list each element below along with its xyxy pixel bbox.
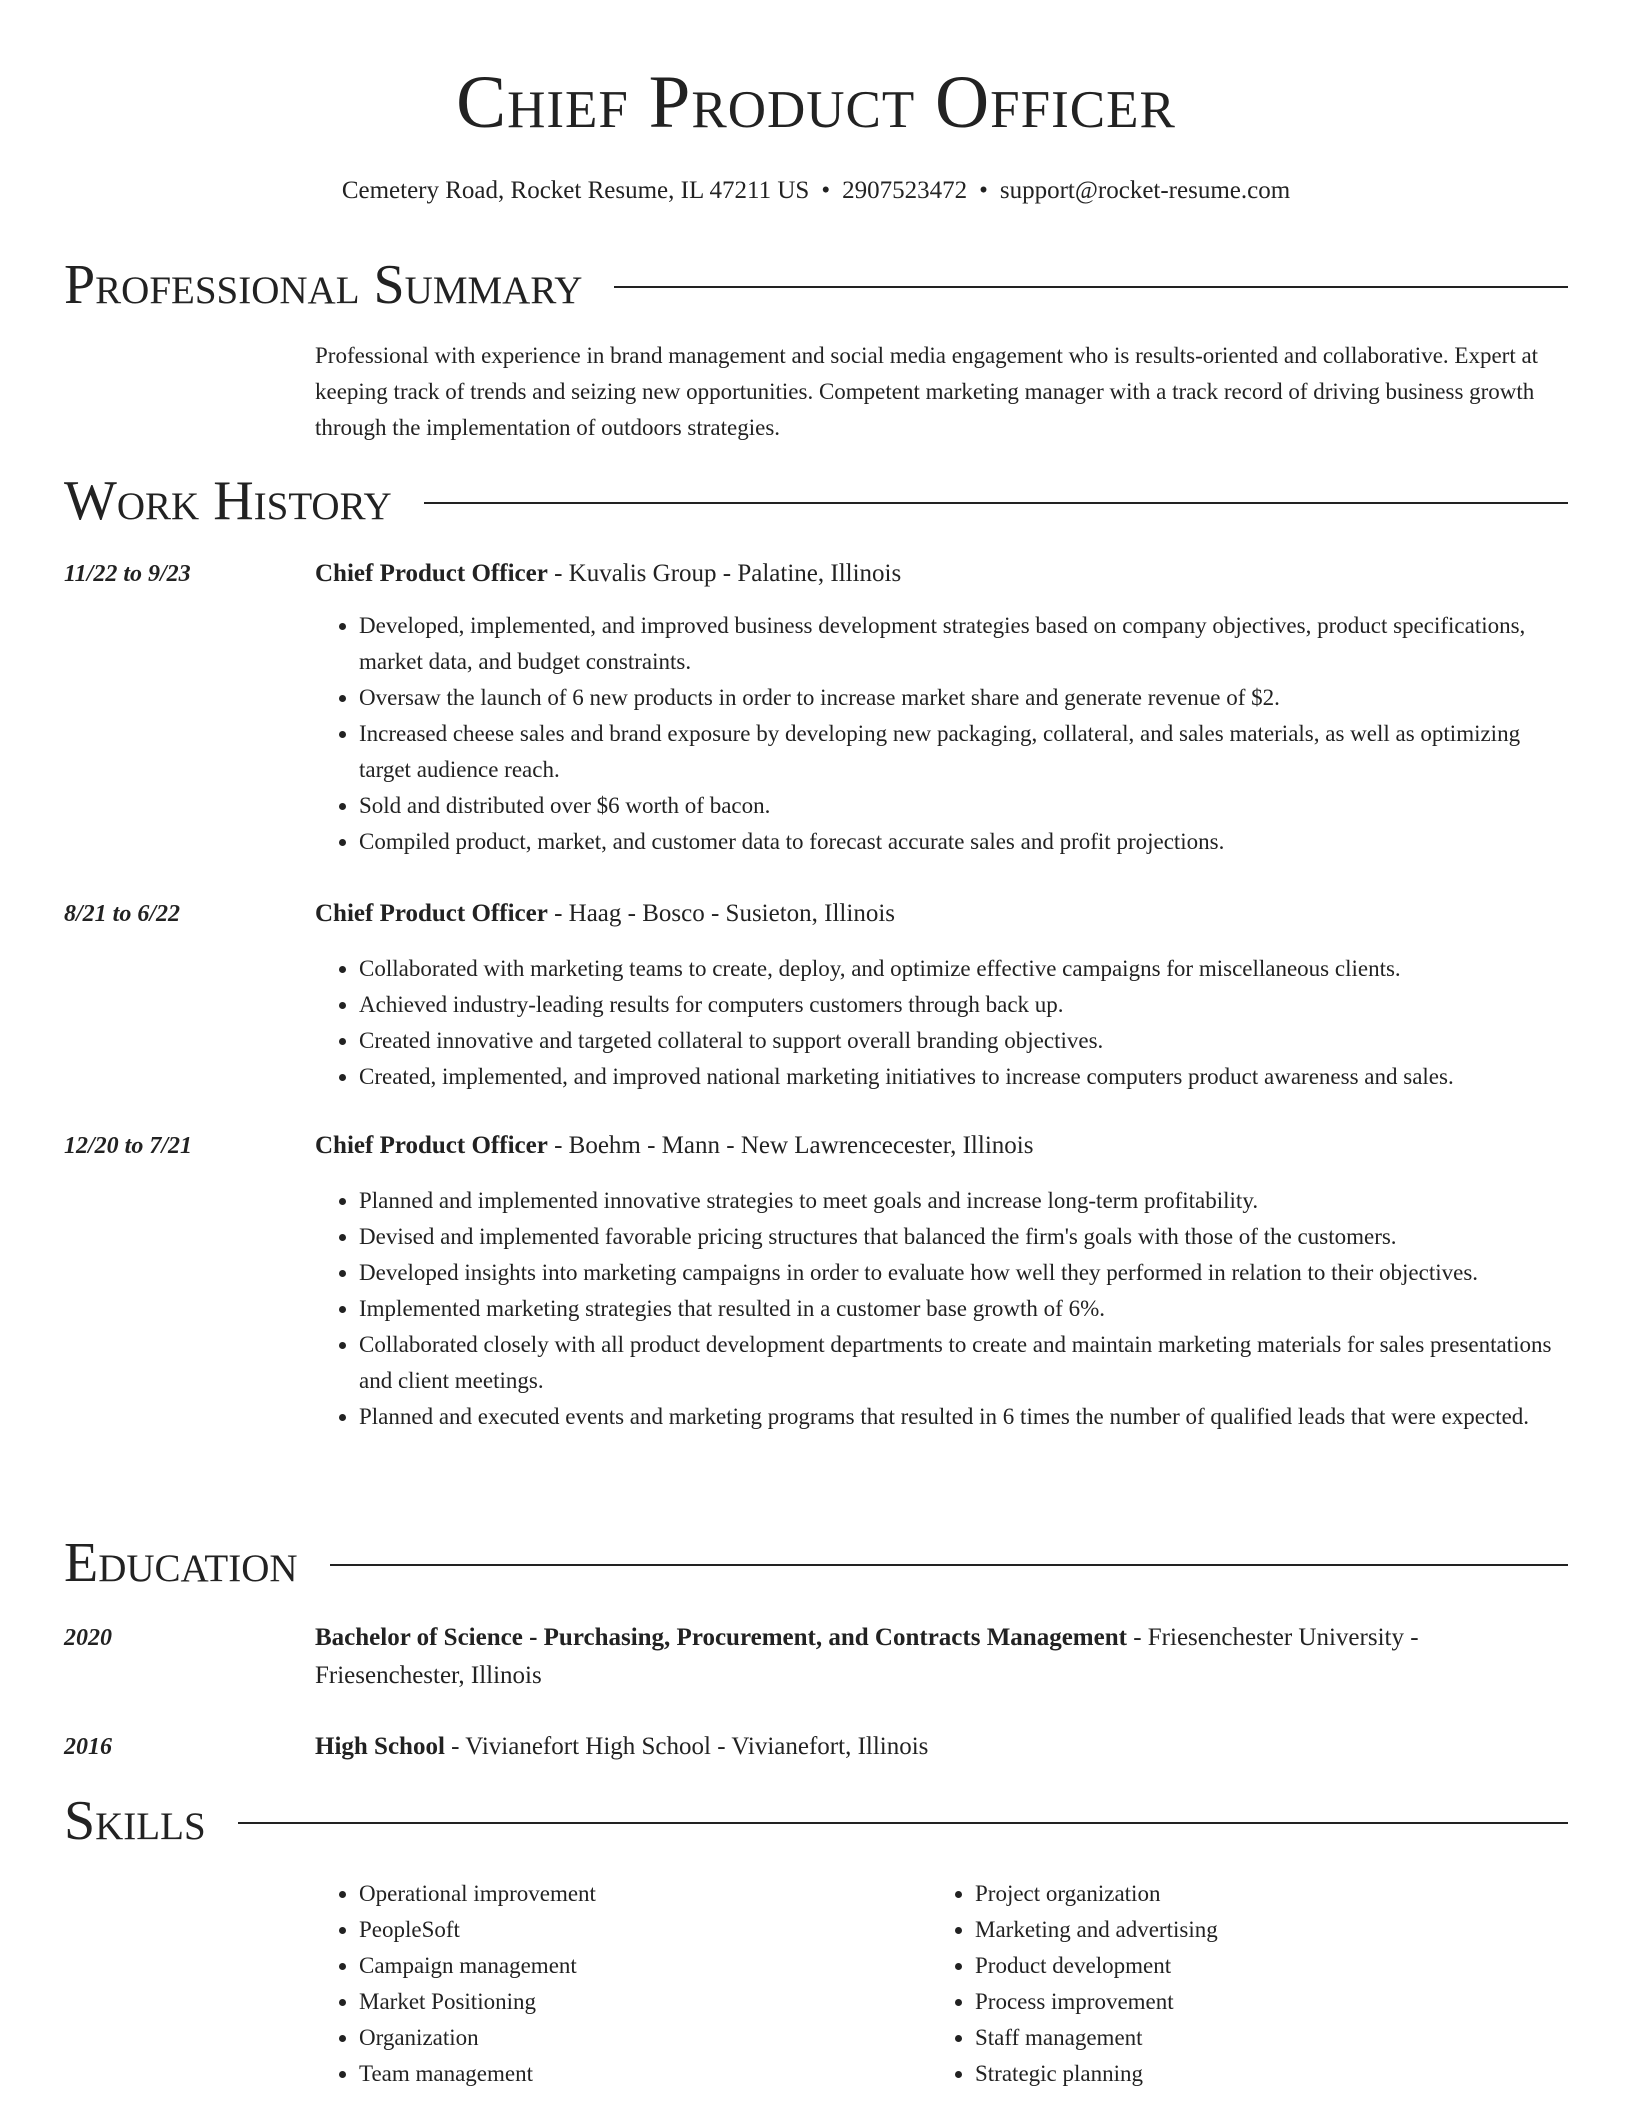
job-bullets bbox=[315, 608, 1570, 860]
section-title-education: Education bbox=[64, 1532, 298, 1594]
job-heading bbox=[315, 555, 1570, 593]
section-header-education bbox=[64, 1528, 1568, 1598]
contact-address: Cemetery Road, Rocket Resume, IL 47211 US bbox=[341, 177, 810, 204]
job-bullet: • Sold and distributed over $6 worth of bacon. bbox=[359, 788, 1570, 824]
education-degree: Bachelor of Science - Purchasing, Procurement, and Contracts Management bbox=[315, 1624, 1127, 1651]
section-divider bbox=[614, 286, 1568, 288]
skill-item: • Staff management bbox=[975, 2020, 1491, 2056]
contact-phone: 2907523472 bbox=[842, 177, 968, 204]
education-heading bbox=[315, 1728, 1570, 1766]
skill-item: • Team management bbox=[359, 2056, 875, 2092]
skill-item: • Marketing and advertising bbox=[975, 1912, 1491, 1948]
contact-line bbox=[0, 174, 1632, 208]
section-title-summary: Professional Summary bbox=[64, 254, 583, 316]
job-dates: 11/22 to 9/23 bbox=[64, 561, 191, 587]
job-bullet: • Increased cheese sales and brand exposure by developing new packaging, collateral, and sales materials, as well as optimizing target audience reach. bbox=[359, 716, 1570, 788]
education-heading bbox=[315, 1619, 1570, 1695]
education-details: - Vivianefort High School - Vivianefort, Illinois bbox=[444, 1733, 929, 1760]
skill-item: • PeopleSoft bbox=[359, 1912, 875, 1948]
job-bullet: • Oversaw the launch of 6 new products in order to increase market share and generate revenue of $2. bbox=[359, 680, 1570, 716]
section-divider bbox=[330, 1564, 1568, 1566]
education-year: 2016 bbox=[64, 1734, 112, 1760]
skill-item: • Process improvement bbox=[975, 1984, 1491, 2020]
job-bullet: • Compiled product, market, and customer data to forecast accurate sales and profit projections. bbox=[359, 824, 1570, 860]
summary-text: Professional with experience in brand management and social media engagement who is results-oriented and collaborative. Expert at keeping track of trends and seizing new opportunities. Competent marketing manager with a track record of driving business growth through the implementation of outdoors strategies. bbox=[315, 343, 1539, 440]
section-divider bbox=[424, 502, 1568, 504]
job-bullet: • Implemented marketing strategies that resulted in a customer base growth of 6%. bbox=[359, 1291, 1570, 1327]
job-bullet: • Achieved industry-leading results for computers customers through back up. bbox=[359, 987, 1570, 1023]
section-header-work bbox=[64, 466, 1568, 536]
skills-list-left bbox=[315, 1876, 875, 2092]
skill-item: • Operational improvement bbox=[359, 1876, 875, 1912]
job-title: Chief Product Officer bbox=[315, 1132, 548, 1159]
job-bullet: • Created, implemented, and improved national marketing initiatives to increase computers product awareness and sales. bbox=[359, 1059, 1570, 1095]
skill-item: • Project organization bbox=[975, 1876, 1491, 1912]
candidate-name: Chief Product Officer bbox=[456, 61, 1176, 144]
skill-item: • Market Positioning bbox=[359, 1984, 875, 2020]
job-heading bbox=[315, 1127, 1570, 1165]
job-bullet: • Planned and executed events and marketing programs that resulted in 6 times the number of qualified leads that were expected. bbox=[359, 1399, 1570, 1435]
section-title-skills: Skills bbox=[64, 1790, 206, 1852]
skill-item: • Campaign management bbox=[359, 1948, 875, 1984]
job-details: - Kuvalis Group - Palatine, Illinois bbox=[547, 560, 902, 587]
job-bullet: • Devised and implemented favorable pricing structures that balanced the firm's goals with those of the customers. bbox=[359, 1219, 1570, 1255]
section-title-work: Work History bbox=[64, 470, 392, 532]
job-title: Chief Product Officer bbox=[315, 900, 548, 927]
skill-item: • Product development bbox=[975, 1948, 1491, 1984]
job-bullets bbox=[315, 1183, 1570, 1435]
skill-item: • Strategic planning bbox=[975, 2056, 1491, 2092]
section-header-skills bbox=[64, 1786, 1568, 1856]
job-bullet: • Developed, implemented, and improved business development strategies based on company objectives, product specifications, market data, and budget constraints. bbox=[359, 608, 1570, 680]
job-bullet: • Collaborated closely with all product development departments to create and maintain marketing materials for sales presentations and client meetings. bbox=[359, 1327, 1570, 1399]
contact-email[interactable]: support@rocket-resume.com bbox=[999, 177, 1291, 204]
job-bullets bbox=[315, 951, 1570, 1095]
job-bullet: • Created innovative and targeted collateral to support overall branding objectives. bbox=[359, 1023, 1570, 1059]
job-bullet: • Planned and implemented innovative strategies to meet goals and increase long-term profitability. bbox=[359, 1183, 1570, 1219]
skill-item: • Organization bbox=[359, 2020, 875, 2056]
section-divider bbox=[238, 1822, 1568, 1824]
job-dates: 8/21 to 6/22 bbox=[64, 901, 181, 927]
job-details: - Boehm - Mann - New Lawrencecester, Illinois bbox=[547, 1132, 1034, 1159]
job-details: - Haag - Bosco - Susieton, Illinois bbox=[547, 900, 895, 927]
job-dates: 12/20 to 7/21 bbox=[64, 1133, 193, 1159]
education-details: - Friesenchester University - Friesenchester, Illinois bbox=[315, 1624, 1419, 1689]
contact-separator: • bbox=[821, 177, 831, 204]
job-heading bbox=[315, 895, 1570, 933]
contact-separator: • bbox=[979, 177, 988, 204]
section-header-summary bbox=[64, 250, 1568, 320]
job-bullet: • Collaborated with marketing teams to create, deploy, and optimize effective campaigns for miscellaneous clients. bbox=[359, 951, 1570, 987]
education-year: 2020 bbox=[64, 1625, 112, 1651]
skills-list-right bbox=[931, 1876, 1491, 2092]
job-bullet: • Developed insights into marketing campaigns in order to evaluate how well they performed in relation to their objectives. bbox=[359, 1255, 1570, 1291]
job-title: Chief Product Officer bbox=[315, 560, 548, 587]
education-degree: High School bbox=[315, 1733, 445, 1760]
